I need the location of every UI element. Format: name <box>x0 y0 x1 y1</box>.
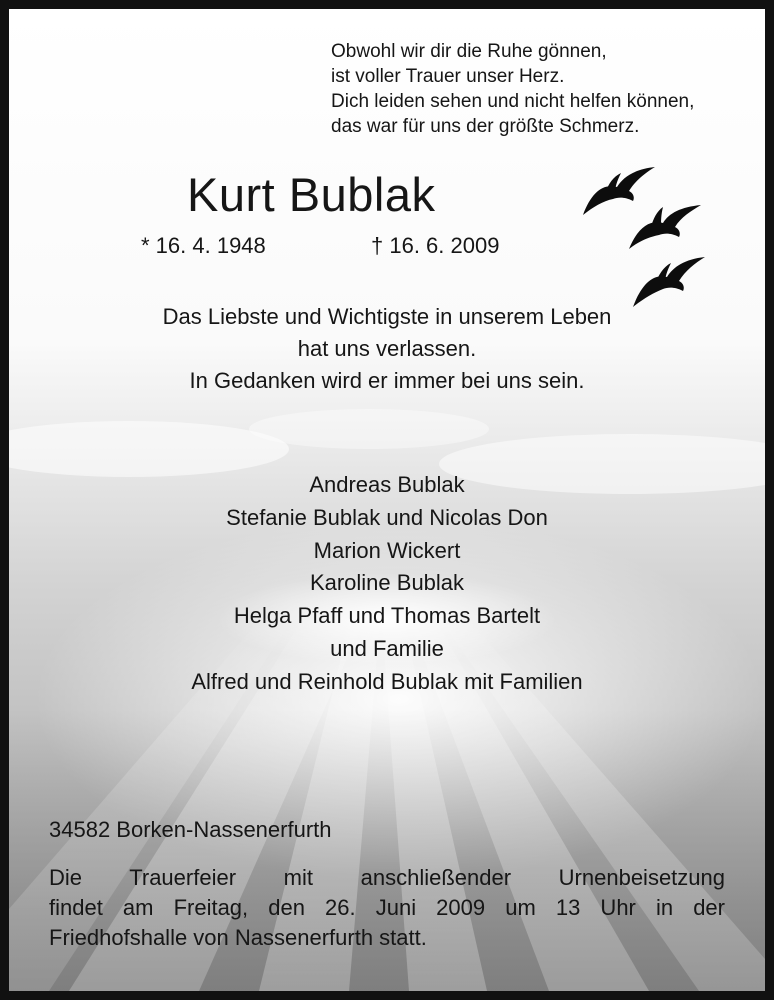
tribute-line: Das Liebste und Wichtigste in unserem Leben <box>162 304 612 329</box>
tribute-line: In Gedanken wird er immer bei uns sein. <box>189 368 585 393</box>
address: 34582 Borken-Nassenerfurth <box>49 817 332 842</box>
mourner-name: Stefanie Bublak und Nicolas Don <box>226 504 548 530</box>
poem-line: ist voller Trauer unser Herz. <box>331 66 565 87</box>
poem-line: Dich leiden sehen und nicht helfen können, <box>331 91 695 112</box>
service-line: Friedhofshalle von Nassenerfurth statt. <box>49 925 427 950</box>
service-line: Die Trauerfeier mit anschließender Urnenbeisetzung <box>49 865 725 890</box>
mourner-name: Alfred und Reinhold Bublak mit Familien <box>191 668 583 694</box>
bird-icon <box>633 257 705 307</box>
bird-icon <box>583 167 655 215</box>
death-date: † 16. 6. 2009 <box>371 233 500 258</box>
deceased-name: Kurt Bublak <box>187 168 436 221</box>
mourner-name: und Familie <box>330 635 444 661</box>
tribute-text <box>9 301 765 397</box>
poem-line: das war für uns der größte Schmerz. <box>331 116 640 137</box>
mourners-list <box>9 469 765 699</box>
mourner-name: Marion Wickert <box>313 537 461 563</box>
mourner-name: Helga Pfaff und Thomas Bartelt <box>233 603 541 629</box>
poem-verse <box>331 39 694 139</box>
mourner-name: Karoline Bublak <box>309 570 465 596</box>
bird-icon <box>629 205 701 249</box>
birth-date: * 16. 4. 1948 <box>141 233 266 258</box>
service-line: findet am Freitag, den 26. Juni 2009 um 13 Uhr in der <box>49 895 725 920</box>
flying-birds-icon <box>575 159 709 311</box>
tribute-line: hat uns verlassen. <box>297 336 477 361</box>
poem-line: Obwohl wir dir die Ruhe gönnen, <box>331 41 607 62</box>
funeral-service-info <box>49 863 725 953</box>
mourner-name: Andreas Bublak <box>309 472 465 497</box>
